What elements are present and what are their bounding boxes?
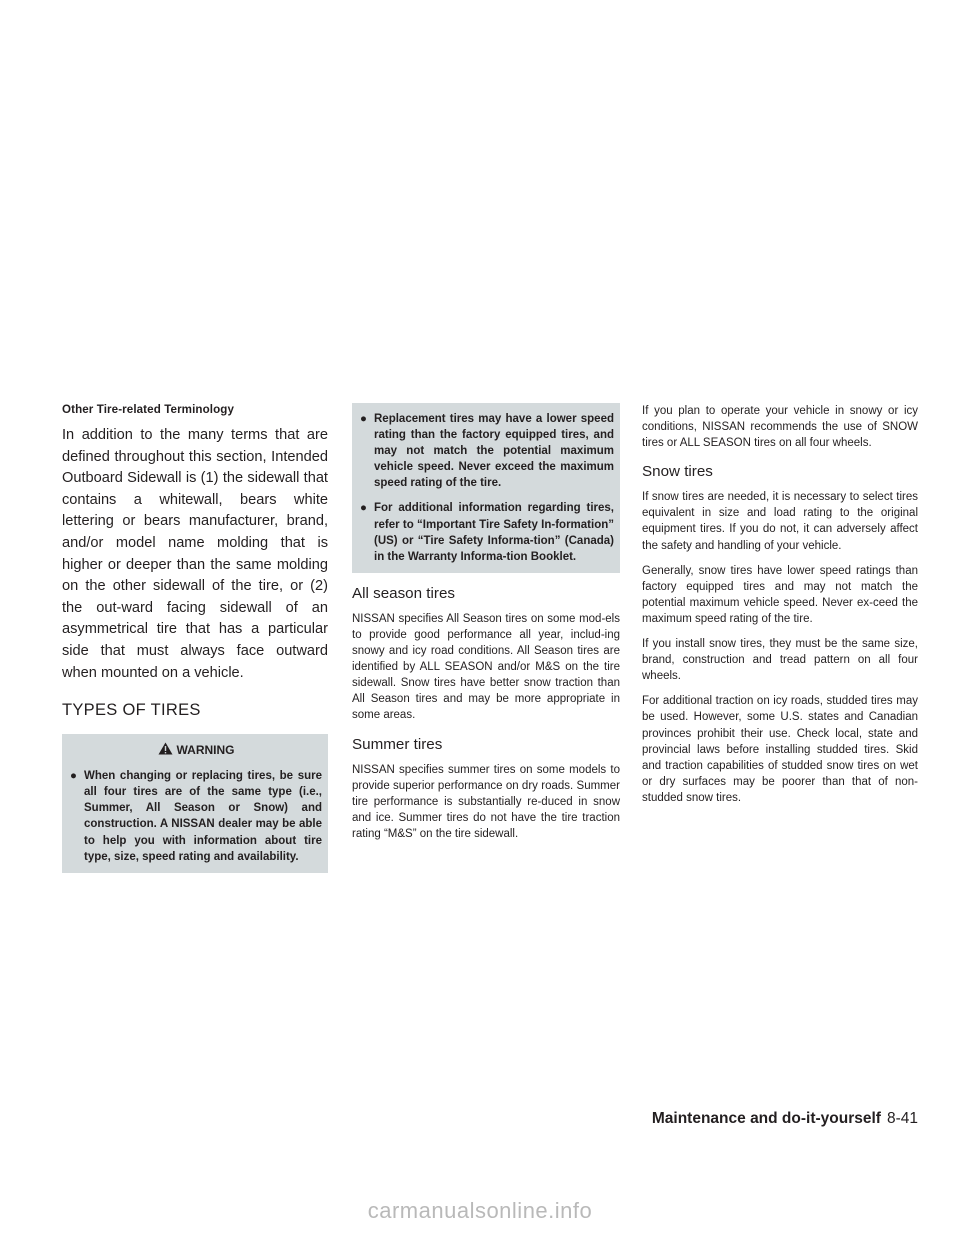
column-3 [642,403,918,815]
warning-item [70,768,322,865]
warning-label: WARNING [176,743,235,758]
warning-triangle-icon [158,742,173,758]
warning-item [360,500,614,564]
snow-paragraph: Generally, snow tires have lower speed ratings than factory equipped tires and may not match the potential maximum vehicle speed. Never ex-ceed the maximum speed rating of the tire. [642,564,918,625]
all-season-paragraph: NISSAN specifies All Season tires on some mod-els to provide good performance all year, includ-ing snowy and icy road conditions. All Season tires are identified by ALL SEASON and/or M&S on the tire sidewall. Snow tires have better snow traction than All Season tires and may be more appropriate in some areas. [352,612,620,722]
bullet-icon: ● [360,413,367,425]
warning-box-continued [352,403,620,573]
column-1 [62,403,328,873]
terminology-paragraph: In addition to the many terms that are defined throughout this section, Intended Outboard Sidewall is (1) the sidewall that contains a whitewall, bears white lettering or bears manufacturer, brand, and/or model name molding that is higher or deeper than the same molding on the other sidewall of the tire, or (2) the out-ward facing sidewall of an asymmetrical tire that has a particular side that must always face outward when mounted on a vehicle. [62,427,328,681]
snow-paragraph: If you install snow tires, they must be the same size, brand, construction and tread pattern on all four wheels. [642,638,918,683]
bullet-icon: ● [70,770,77,783]
summer-paragraph: NISSAN specifies summer tires on some models to provide superior performance on dry roads. Summer tire performance is substantially re-duced in snow and ice. Summer tires do not have the tire traction rating “M&S” on the tire sidewall. [352,763,620,840]
bullet-icon: ● [360,502,367,515]
heading-snow-tires: Snow tires [642,463,713,481]
snow-paragraph: If snow tires are needed, it is necessary to select tires equivalent in size and load rating to the original equipment tires. If you do not, it can adversely affect the safety and handling of your vehicle. [642,491,918,552]
warning-box [62,734,328,873]
footer-section-title: Maintenance and do-it-yourself [651,1110,881,1127]
section-heading-types-of-tires: TYPES OF TIRES [62,701,201,720]
page-number: 8-41 [886,1110,918,1127]
heading-all-season-tires: All season tires [352,584,455,602]
warning-item-text: When changing or replacing tires, be sure all four tires are of the same type (i.e., Summer, All Season or Snow) and construction. A NISSAN dealer may be able to help you with information about tire type, size, speed rating and availability. [84,770,322,863]
warning-item [360,411,614,491]
intro-paragraph: If you plan to operate your vehicle in snowy or icy conditions, NISSAN recommends the use of SNOW tires or ALL SEASON tires on all four wheels. [642,405,918,450]
heading-summer-tires: Summer tires [352,735,443,753]
warning-item-text: Replacement tires may have a lower speed rating than the factory equipped tires, and may not match the potential maximum vehicle speed. Never exceed the maximum speed rating of the tire. [374,413,614,490]
column-2 [352,403,620,851]
watermark: carmanualsonline.info [367,1198,593,1223]
warning-title [70,742,322,758]
snow-paragraph: For additional traction on icy roads, studded tires may be used. However, some U.S. states and Canadian provinces prohibit their use. Check local, state and provincial laws before installing studded tires. Skid and traction capabilities of studded snow tires on wet or dry surfaces may be poorer than that of non-studded snow tires. [642,695,918,804]
page-footer [652,1110,918,1128]
warning-item-text: For additional information regarding tires, refer to “Important Tire Safety In-formation” (US) or “Tire Safety Informa-tion” (Canada) in the Warranty Informa-tion Booklet. [374,502,614,563]
sub-heading-terminology: Other Tire-related Terminology [62,403,235,416]
